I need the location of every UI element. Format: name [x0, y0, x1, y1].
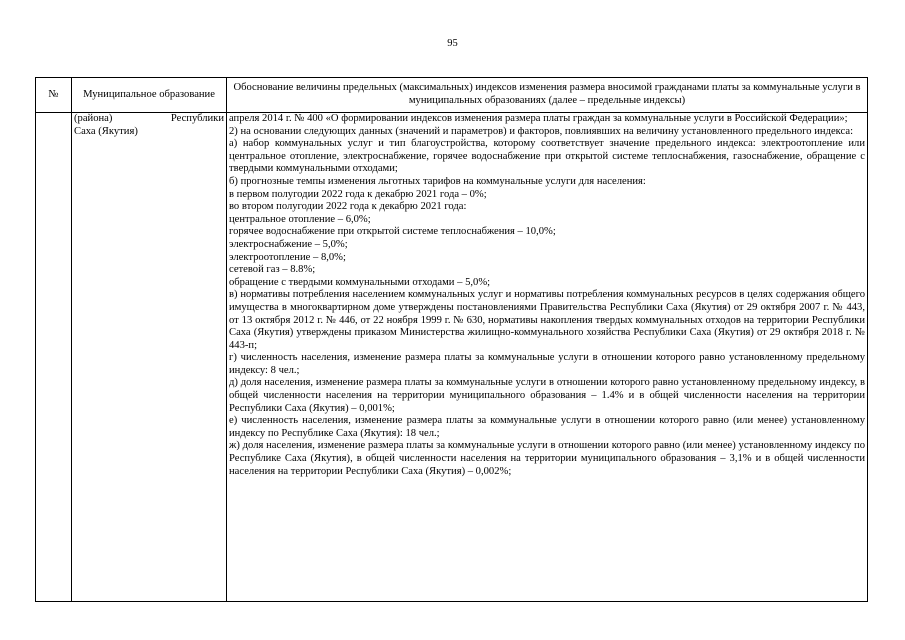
justification-paragraph: д) доля населения, изменение размера платы за коммунальные услуги в отношении которого равно установленному предельному индексу, в общей численности населения на территории муниципального образования – 1.4% и в общей численности населения на территории Республики Саха (Якутия) – 0,001%;	[229, 377, 865, 414]
justification-paragraph: апреля 2014 г. № 400 «О формировании индексов изменения размера платы граждан за коммунальные услуги в Российской Федерации»;	[229, 113, 848, 124]
justification-paragraph: б) прогнозные темпы изменения льготных тарифов на коммунальные услуги для населения:	[229, 175, 646, 187]
justification-paragraph: г) численность населения, изменение размера платы за коммунальные услуги в отношении которого равно установленному предельному индексу: 8 чел.;	[229, 352, 865, 376]
justification-paragraph: в) нормативы потребления населением коммунальных услуг и нормативы потребления коммунальных ресурсов в целях содержания общего имущества в многоквартирном доме утверждены постановлениями Правительства Республики Саха (Якутия) от 29 октября 2007 г. № 443, от 13 октября 2012 г. № 446, от 22 ноября 1999 г. № 630, нормативы накопления твердых коммунальных отходов на территории Республики Саха (Якутия) утверждены приказом Министерства жилищно-коммунального хозяйства Республики Саха (Якутия) от 29 октября 2018 г. № 443-п;	[229, 289, 865, 351]
justification-paragraph: 2) на основании следующих данных (значений и параметров) и факторов, повлиявших на величину установленного предельного индекса:	[229, 125, 854, 137]
justification-paragraph: обращение с твердыми коммунальными отходами – 5,0%;	[229, 276, 491, 288]
justification-paragraph: в первом полугодии 2022 года к декабрю 2021 года – 0%;	[229, 188, 487, 200]
municipality-cell	[72, 113, 227, 602]
justification-cell	[227, 113, 868, 602]
justification-paragraph: а) набор коммунальных услуг и тип благоустройства, которому соответствует значение предельного индекса: электроотопление или центральное отопление, электроснабжение, горячее водоснабжение при открытой системе теплоснабжения, газоснабжение, обращение с твердыми коммунальными отходами;	[229, 138, 865, 175]
justification-paragraph: центральное отопление – 6,0%;	[229, 213, 371, 225]
header-number: №	[36, 78, 72, 113]
justification-paragraph: электроотопление – 8,0%;	[229, 251, 346, 263]
municipality-line: (района) Республики	[74, 113, 224, 124]
justification-paragraph: ж) доля населения, изменение размера платы за коммунальные услуги в отношении которого равно (или менее) установленному индексу по Республике Саха (Якутия), в общей численности населения на территории муниципального образования – 3,1% и в общей численности населения на территории Республики Саха (Якутия) – 0,002%;	[229, 440, 865, 477]
header-municipality: Муниципальное образование	[72, 78, 227, 113]
row-number-cell	[36, 113, 72, 602]
page-number: 95	[447, 38, 458, 49]
municipality-line: Саха (Якутия)	[74, 125, 138, 137]
justification-paragraph: горячее водоснабжение при открытой системе теплоснабжения – 10,0%;	[229, 226, 556, 238]
header-justification: Обоснование величины предельных (максимальных) индексов изменения размера вносимой гражданами платы за коммунальные услуги в муниципальных образованиях (далее – предельные индексы)	[227, 78, 868, 113]
justification-paragraph: электроснабжение – 5,0%;	[229, 238, 348, 250]
table-row	[36, 113, 868, 602]
table-header-row	[36, 78, 868, 113]
justification-paragraph: е) численность населения, изменение размера платы за коммунальные услуги в отношении которого равно (или менее) установленному индексу по Республике Саха (Якутия): 18 чел.;	[229, 415, 865, 439]
justification-table	[35, 77, 868, 602]
justification-paragraph: во втором полугодии 2022 года к декабрю 2021 года:	[229, 201, 467, 213]
justification-paragraph: сетевой газ – 8.8%;	[229, 264, 316, 276]
